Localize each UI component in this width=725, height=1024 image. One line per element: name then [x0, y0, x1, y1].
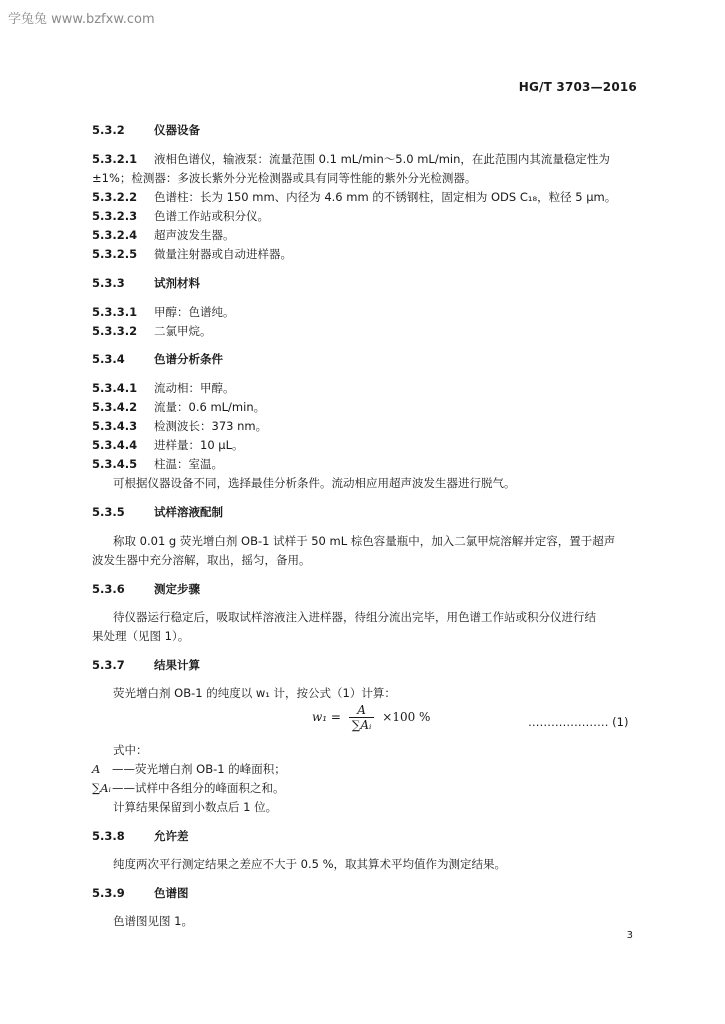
list-item: 5.3.2.3 色谱工作站或积分仪。 — [92, 209, 269, 223]
formula-denominator: ∑Aᵢ — [351, 718, 372, 732]
list-item: 5.3.3.2 二氯甲烷。 — [92, 324, 212, 338]
paragraph: 计算结果保留到小数点后 1 位。 — [113, 800, 278, 814]
variable-definition: A ——荧光增白剂 OB-1 的峰面积； — [92, 762, 286, 776]
list-item: 5.3.2.1 液相色谱仪，输液泵：流量范围 0.1 mL/min～5.0 mL/min，在此范围内其流量稳定性为 — [92, 152, 610, 166]
list-item: 5.3.4.5 柱温：室温。 — [92, 457, 223, 471]
list-item: 5.3.3.1 甲醇：色谱纯。 — [92, 305, 235, 319]
page-number: 3 — [626, 930, 633, 941]
watermark: 学兔兔 www.bzfxw.com — [8, 12, 155, 27]
section-heading-5-3-7: 5.3.7 结果计算 — [92, 658, 200, 672]
formula-rhs: ×100 % — [382, 710, 431, 724]
list-item: 5.3.4.1 流动相：甲醇。 — [92, 381, 235, 395]
formula-lhs: w₁ = — [312, 710, 341, 724]
paragraph: 称取 0.01 g 荧光增白剂 OB-1 试样于 50 mL 棕色容量瓶中，加入二氯甲烷溶解并定容，置于超声 — [113, 534, 616, 548]
paragraph: 待仪器运行稳定后，吸取试样溶液注入进样器，待组分流出完毕，用色谱工作站或积分仪进行结 — [113, 610, 596, 624]
list-item: ±1%；检测器：多波长紫外分光检测器或具有同等性能的紫外分光检测器。 — [92, 171, 477, 185]
formula-numerator: A — [349, 703, 375, 718]
paragraph: 波发生器中充分溶解，取出，摇匀，备用。 — [92, 553, 311, 567]
paragraph: 荧光增白剂 OB-1 的纯度以 w₁ 计，按公式（1）计算： — [113, 686, 396, 700]
section-heading-5-3-6: 5.3.6 测定步骤 — [92, 582, 200, 596]
formula-1 — [312, 703, 430, 732]
standard-number: HG/T 3703—2016 — [518, 80, 637, 94]
list-item: 5.3.4.4 进样量：10 μL。 — [92, 438, 244, 452]
section-heading-5-3-2: 5.3.2 仪器设备 — [92, 123, 200, 137]
paragraph: 可根据仪器设备不同，选择最佳分析条件。流动相应用超声波发生器进行脱气。 — [113, 476, 516, 490]
section-heading-5-3-8: 5.3.8 允许差 — [92, 829, 189, 843]
section-heading-5-3-9: 5.3.9 色谱图 — [92, 886, 189, 900]
formula-number: ………………… (1) — [528, 715, 629, 729]
where-label: 式中： — [113, 743, 148, 757]
list-item: 5.3.2.2 色谱柱：长为 150 mm、内径为 4.6 mm 的不锈钢柱，固定相为 ODS C₁₈，粒径 5 μm。 — [92, 190, 617, 204]
section-heading-5-3-5: 5.3.5 试样溶液配制 — [92, 505, 223, 519]
formula-fraction — [349, 703, 375, 732]
paragraph: 纯度两次平行测定结果之差应不大于 0.5 %，取其算术平均值作为测定结果。 — [113, 857, 507, 871]
variable-definition: ∑Aᵢ——试样中各组分的峰面积之和。 — [92, 781, 285, 795]
list-item: 5.3.2.4 超声波发生器。 — [92, 228, 235, 242]
list-item: 5.3.4.3 检测波长：373 nm。 — [92, 419, 268, 433]
paragraph: 色谱图见图 1。 — [113, 914, 193, 928]
list-item: 5.3.2.5 微量注射器或自动进样器。 — [92, 247, 292, 261]
section-heading-5-3-3: 5.3.3 试剂材料 — [92, 276, 200, 290]
paragraph: 果处理（见图 1）。 — [92, 629, 190, 643]
section-heading-5-3-4: 5.3.4 色谱分析条件 — [92, 352, 223, 366]
list-item: 5.3.4.2 流量：0.6 mL/min。 — [92, 400, 266, 414]
